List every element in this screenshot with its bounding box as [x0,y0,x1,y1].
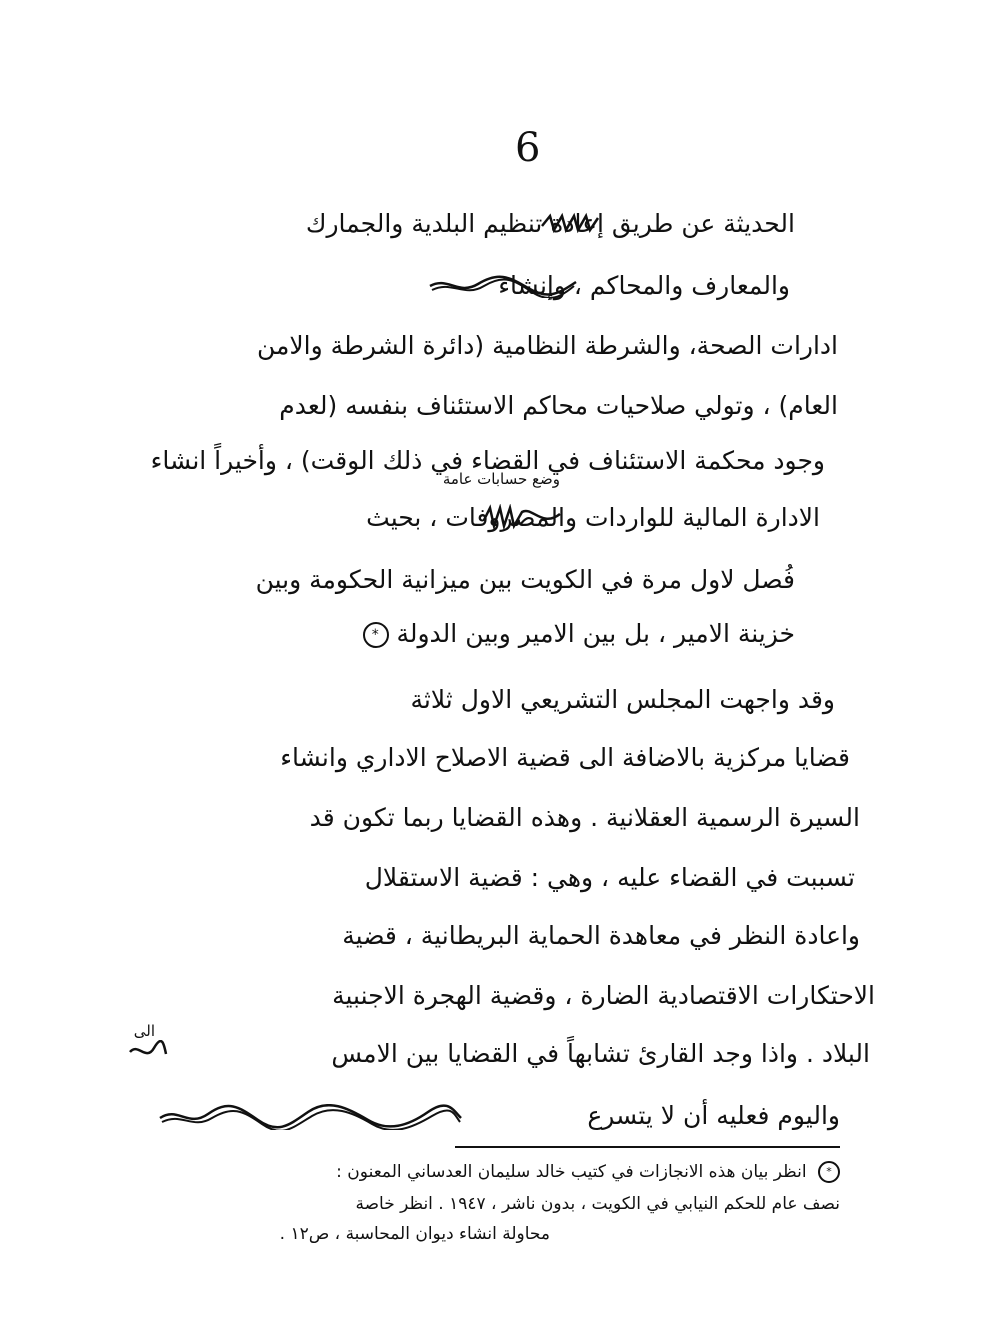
body-line-7-text: فُصل لاول مرة في الكويت بين ميزانية الحكومة وبين [255,565,795,594]
body-line-12-text: تسببت في القضاء عليه ، وهي : قضية الاستقلال [364,863,855,892]
footnote-line-1 [336,1160,840,1184]
insertion-note-2: الى [133,1022,155,1040]
body-line-9-text: وقد واجهت المجلس التشريعي الاول ثلاثة [410,685,835,714]
crossed-out-text-3 [482,504,562,530]
footnote-line-3-text: محاولة انشاء ديوان المحاسبة ، ص١٢ . [279,1224,550,1244]
body-line-8-text: خزينة الامير ، بل بين الامير وبين الدولة [396,619,795,648]
footnote-line-3 [280,1222,550,1246]
insertion-note: وضع حسابات عامة [442,470,560,488]
body-line-4 [279,386,838,426]
body-line-12 [365,858,855,898]
body-line-15-text: البلاد . واذا وجد القارئ تشابهاً في القضايا بين الامس [331,1039,870,1068]
body-line-11-text: السيرة الرسمية العقلانية . وهذه القضايا ربما تكون قد [309,803,860,832]
footnote-line-2-text: نصف عام للحكم النيابي في الكويت ، بدون ناشر ، ١٩٤٧ . انظر خاصة [355,1194,840,1214]
body-line-10-text: قضايا مركزية بالاضافة الى قضية الاصلاح الاداري وانشاء [280,743,850,772]
body-line-7 [256,560,795,600]
body-line-15 [331,1034,870,1074]
body-line-13 [342,916,860,956]
footnote-divider [455,1146,840,1148]
crossed-out-text-1 [540,212,600,234]
crossed-out-text-4 [158,1104,463,1130]
body-line-8 [359,614,795,654]
body-line-3-text: ادارات الصحة، والشرطة النظامية (دائرة الشرطة والامن [256,331,838,360]
body-line-16-text: واليوم فعليه أن لا يتسرع [587,1101,840,1130]
body-line-10 [280,738,850,778]
body-line-13-text: واعادة النظر في معاهدة الحماية البريطانية ، قضية [342,921,860,950]
body-line-6 [366,498,820,538]
body-line-2-text: والمعارف والمحاكم ، وإنشاء [498,271,790,300]
body-line-9 [411,680,835,720]
footnote-mark: * [818,1161,840,1183]
body-line-14-text: الاحتكارات الاقتصادية الضارة ، وقضية الهجرة الاجنبية [332,981,875,1010]
body-line-14 [332,976,875,1016]
body-line-11 [310,798,860,838]
crossed-out-text-5 [128,1040,168,1062]
crossed-out-text-2 [428,274,578,298]
body-line-1-text: الحديثة عن طريق إعادة تنظيم البلدية والجمارك [305,209,795,238]
body-line-16 [587,1096,840,1136]
body-line-6-text: الادارة المالية للواردات والمصروفات ، بحيث [366,503,820,532]
body-line-5-text: وجود محكمة الاستئناف في القضاء في ذلك الوقت) ، وأخيراً انشاء [150,446,825,475]
footnote-line-1-text: انظر بيان هذه الانجازات في كتيب خالد سليمان العدساني المعنون : [336,1162,807,1182]
footnote-reference-mark: * [363,622,389,648]
footnote-line-2 [355,1192,840,1216]
body-line-3 [257,326,838,366]
page-number: 6 [515,125,541,171]
body-line-4-text: العام) ، وتولي صلاحيات محاكم الاستئناف بنفسه (لعدم [279,391,838,420]
